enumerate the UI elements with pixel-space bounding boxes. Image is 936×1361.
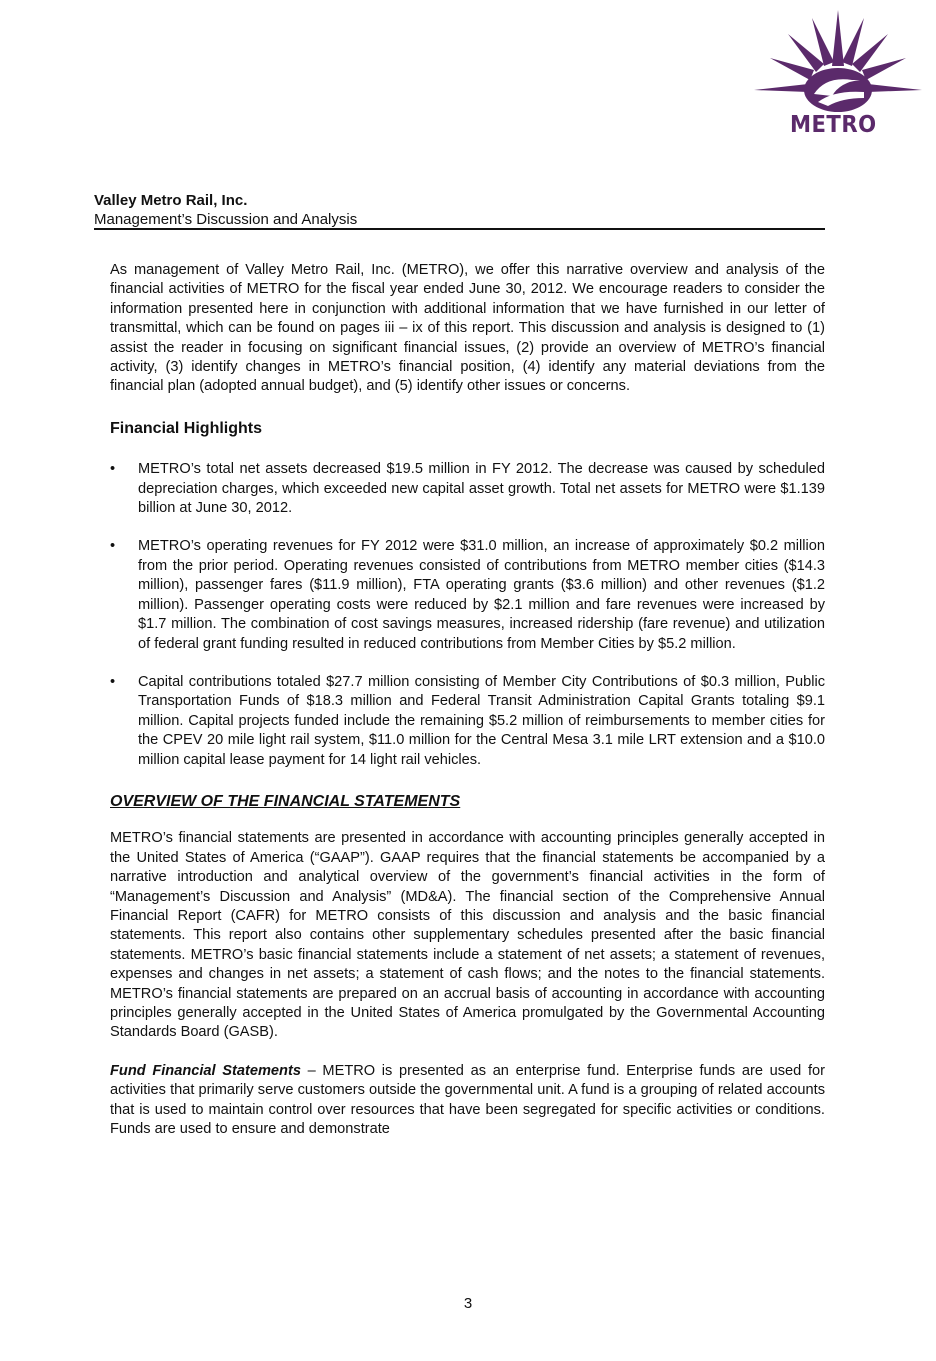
organization-name: Valley Metro Rail, Inc.: [94, 192, 248, 209]
fund-body: – METRO is presented as an enterprise fund. Enterprise funds are used for activities that primarily serve customers outside the governmental unit. A fund is a grouping of related accounts that is used to maintain control over resources that have been segregated for specific activities or conditions. Funds are used to ensure and demonstrate: [110, 1062, 826, 1138]
highlights-heading: Financial Highlights: [110, 419, 263, 437]
main-content: [110, 261, 825, 1139]
document-subtitle: Management’s Discussion and Analysis: [94, 211, 358, 228]
list-item: • Capital contributions totaled $27.7 million consisting of Member City Contributions of $0.3 million, Public Transportation Funds of $18.3 million and Federal Transit Administration Capital Grants totaling $9.1 million. Capital projects funded include the remaining $5.2 million of reimbursements to member cities for the CPEV 20 mile light rail system, $11.0 million for the Central Mesa 3.1 mile LRT extension and a $10.0 million capital lease payment for 14 light rail vehicles.: [110, 673, 825, 768]
overview-paragraph: METRO’s financial statements are presented in accordance with accounting principles generally accepted in the United States of America (“GAAP”). GAAP requires that the financial statements be accompanied by a narrative introduction and analytical overview of the government’s financial activities in the form of “Management’s Discussion and Analysis” (MD&A). The financial section of the Comprehensive Annual Financial Report (CAFR) for METRO consists of this discussion and analysis and the basic financial statements. This report also contains other supplementary schedules presented after the basic financial statements. METRO’s basic financial statements include a statement of net assets; a statement of revenues, expenses and changes in net assets; a statement of cash flows; and the notes to the financial statements. METRO’s financial statements are prepared on an accrual basis of accounting in accordance with accounting principles generally accepted in the United States of America promulgated by the Governmental Accounting Standards Board (GASB).: [110, 830, 825, 1041]
highlights-list: [110, 460, 825, 770]
overview-heading: OVERVIEW OF THE FINANCIAL STATEMENTS: [110, 792, 461, 810]
document-header: [94, 191, 825, 229]
header-rule: [94, 228, 825, 230]
intro-paragraph: As management of Valley Metro Rail, Inc. (METRO), we offer this narrative overview and analysis of the financial activities of METRO for the fiscal year ended June 30, 2012. We encourage readers to consider the information presented here in conjunction with additional information that we have furnished in our letter of transmittal, which can be found on pages iii – ix of this report. This discussion and analysis is designed to (1) assist the reader in focusing on significant financial issues, (2) provide an overview of METRO’s financial activity, (3) identify changes in METRO’s financial position, (4) identify any material deviations from the financial plan (adopted annual budget), and (5) identify other issues or concerns.: [110, 262, 825, 395]
fund-paragraph: [110, 1062, 825, 1140]
bullet-icon: •: [110, 538, 116, 555]
list-item: • METRO’s total net assets decreased $19.5 million in FY 2012. The decrease was caused by scheduled depreciation charges, which exceeded new capital asset growth. Total net assets for METRO were $1.139 billion at June 30, 2012.: [110, 461, 825, 517]
list-item: • METRO’s operating revenues for FY 2012 were $31.0 million, an increase of approximately $0.2 million from the prior period. Operating revenues consisted of contributions from METRO member cities ($14.3 million), passenger fares ($11.9 million), FTA operating grants ($3.6 million) and other revenues ($1.2 million). Passenger operating costs were reduced by $2.1 million and fare revenues were increased by $1.7 million. The combination of cost savings measures, increased ridership (fare revenue) and utilization of federal grant funding resulted in reduced contributions from Member Cities by $5.2 million.: [110, 538, 825, 652]
logo-wordmark: METRO: [790, 112, 877, 138]
fund-lead: Fund Financial Statements: [110, 1062, 301, 1079]
bullet-icon: •: [110, 461, 116, 478]
page-number: 3: [463, 1295, 473, 1312]
bullet-icon: •: [110, 673, 116, 690]
